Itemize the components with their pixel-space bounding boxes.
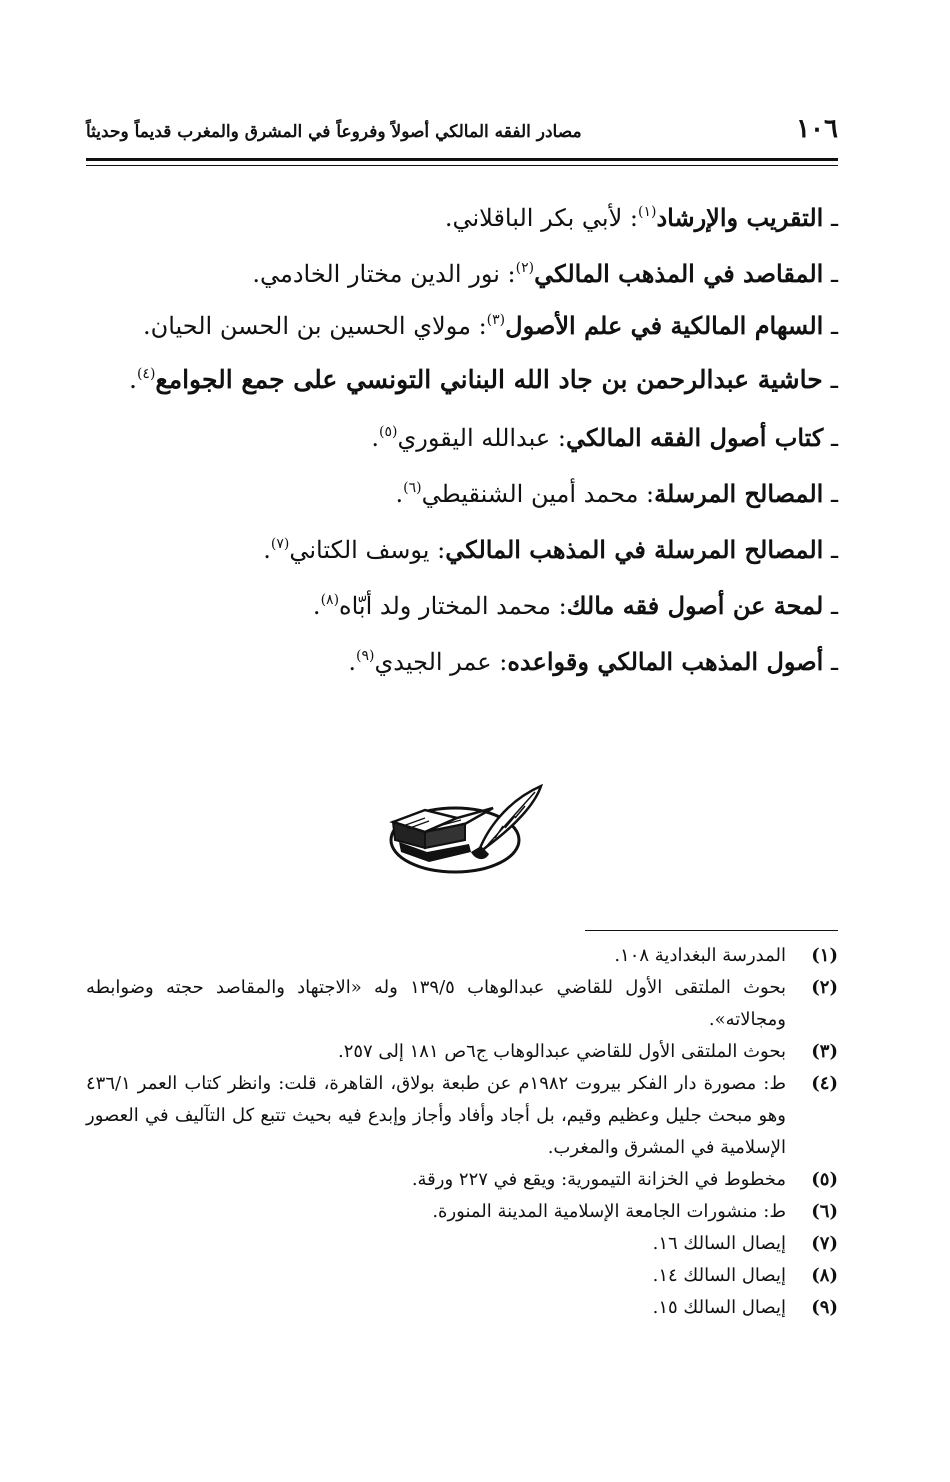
entry-period: . [263,536,271,564]
footnote-ref[interactable]: (٣) [486,312,506,328]
entry-period: . [395,480,404,508]
footnote-text: إيصال السالك ١٦. [652,1233,786,1254]
footnote-item [86,940,838,972]
entry-period: . [371,424,380,452]
list-item [86,356,838,404]
footnote-text: إيصال السالك ١٥. [652,1297,786,1318]
footnote-number: (٧) [811,1233,838,1254]
footnote-item [86,1068,838,1164]
footnote-ref[interactable]: (٦) [403,480,422,496]
footnote-ref[interactable]: (٤) [136,366,156,382]
entry-dash: ـ [830,312,838,340]
entry-author: : يوسف الكتاني [289,536,446,564]
list-item [86,522,838,578]
entry-title: المصالح المرسلة [654,479,824,508]
footnote-number: (٦) [811,1201,838,1222]
footnote-number: (٩) [811,1297,838,1318]
footnote-text: بحوث الملتقى الأول للقاضي عبدالوهاب ج٦ص ١٨١ إلى ٢٥٧. [337,1041,786,1062]
list-item [86,466,838,522]
footnote-ref[interactable]: (١) [638,204,657,220]
footnotes [86,940,838,1324]
entry-title: لمحة عن أصول فقه مالك [566,591,824,620]
entry-dash: ـ [830,536,838,564]
footnote-number: (٢) [811,977,838,998]
footnote-text: مخطوط في الخزانة التيمورية: ويقع في ٢٢٧ ورقة. [411,1169,786,1190]
footnote-number: (٤) [811,1073,838,1094]
book-quill-icon [385,782,545,882]
footnote-ref[interactable]: (٥) [379,424,398,440]
footnote-item [86,972,838,1036]
running-title: مصادر الفقه المالكي أصولاً وفروعاً في المشرق والمغرب قديماً وحديثاً [86,122,582,142]
entry-author: : مولاي الحسين بن الحسن الحيان. [142,312,487,340]
footnote-item [86,1164,838,1196]
footnote-number: (١) [811,945,838,966]
entry-title: السهام المالكية في علم الأصول [505,311,824,340]
footnote-item [86,1292,838,1324]
header-rule-thick [86,158,838,161]
entry-title: المقاصد في المذهب المالكي [534,259,824,288]
footnote-text: بحوث الملتقى الأول للقاضي عبدالوهاب ١٣٩/٥ وله «الاجتهاد والمقاصد حجته وضوابطه ومجالاته». [86,977,786,1030]
footnote-item [86,1228,838,1260]
page-number: ١٠٦ [796,114,838,144]
footnote-number: (٣) [811,1041,838,1062]
entry-author: : عبدالله اليقوري [397,424,566,452]
page-header [86,108,838,154]
list-item [86,410,838,466]
entry-period: . [348,648,356,676]
entry-dash: ـ [830,365,838,394]
entry-title: حاشية عبدالرحمن بن جاد الله البناني التونسي على جمع الجوامع [155,365,823,394]
footnote-text: ط: مصورة دار الفكر بيروت ١٩٨٢م عن طبعة بولاق، القاهرة، قلت: وانظر كتاب العمر ٤٣٦/١ وهو مبحث جليل وعظيم وقيم، بل أجاد وأفاد وأجاز وإبدع فيه بحيث تتبع كل التآليف في العصور الإسلامية في المشرق والمغرب. [86,1073,786,1158]
entry-author: : عمر الجيدي [374,648,508,676]
entry-title: التقريب والإرشاد [656,203,824,232]
entry-dash: ـ [830,260,838,288]
footnote-text: المدرسة البغدادية ١٠٨. [614,945,786,966]
footnote-text: إيصال السالك ١٤. [652,1265,786,1286]
list-item [86,302,838,350]
entry-dash: ـ [830,592,838,620]
book-list [86,190,838,690]
footnote-ref[interactable]: (٢) [515,260,535,276]
footnote-ref[interactable]: (٨) [320,592,340,608]
footnote-text: ط: منشورات الجامعة الإسلامية المدينة المنورة. [432,1201,786,1222]
footnote-separator [585,930,838,931]
list-item [86,634,838,690]
list-item [86,190,838,246]
footnote-ref[interactable]: (٩) [355,648,375,664]
header-rule-thin [86,165,838,166]
footnote-number: (٥) [811,1169,838,1190]
footnote-item [86,1196,838,1228]
entry-dash: ـ [830,424,838,452]
footnote-ref[interactable]: (٧) [270,536,290,552]
entry-period: . [312,592,321,620]
entry-dash: ـ [830,204,838,232]
entry-title: كتاب أصول الفقه المالكي [565,423,824,452]
footnote-item [86,1260,838,1292]
entry-dash: ـ [830,648,838,676]
entry-title: أصول المذهب المالكي وقواعده [507,647,824,676]
footnote-item [86,1036,838,1068]
entry-dash: ـ [830,480,838,508]
entry-author: : محمد المختار ولد أبّاه [339,592,567,620]
entry-author: : محمد أمين الشنقيطي [421,480,655,508]
entry-author: . [128,365,137,394]
entry-title: المصالح المرسلة في المذهب المالكي [445,535,824,564]
list-item [86,578,838,634]
list-item [86,246,838,302]
entry-author: : لأبي بكر الباقلاني. [444,204,638,232]
footnote-number: (٨) [811,1265,838,1286]
entry-author: : نور الدين مختار الخادمي. [252,260,516,288]
